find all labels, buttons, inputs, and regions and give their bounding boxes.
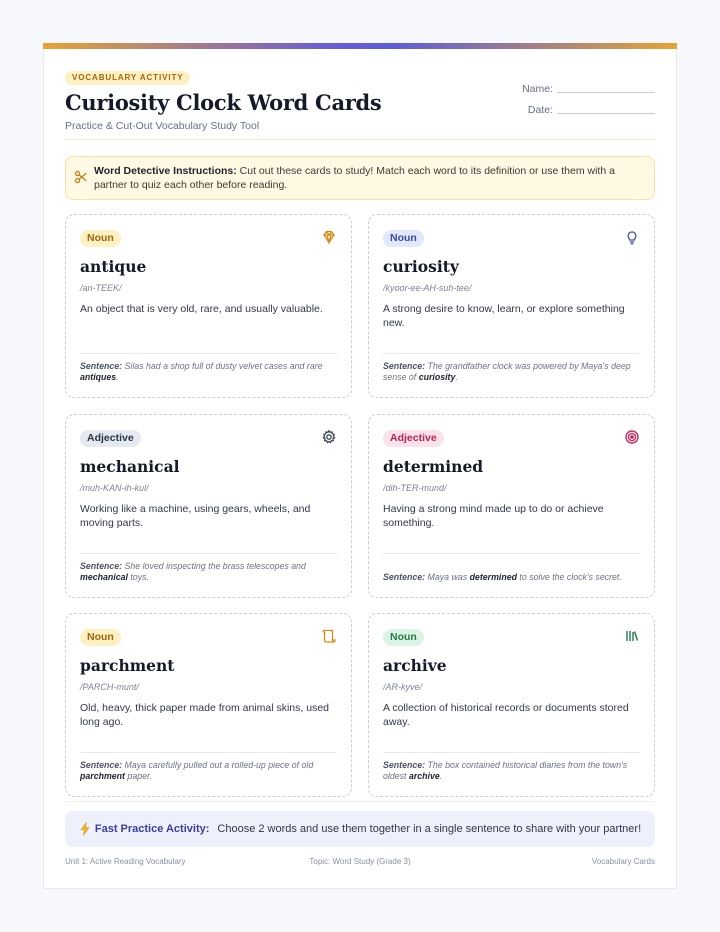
name-line[interactable] (557, 92, 655, 93)
name-label: Name: (522, 83, 553, 95)
vocab-word: mechanical (80, 457, 180, 476)
sentence-divider (383, 553, 640, 554)
target-icon (624, 429, 640, 445)
definition: Old, heavy, thick paper made from animal skins, used long ago. (80, 702, 330, 728)
lightbulb-icon (624, 229, 640, 245)
example-sentence (383, 760, 640, 782)
sentence-word: antiques (80, 372, 117, 382)
pronunciation: /kyoor-ee-AH-suh-tee/ (383, 283, 472, 293)
part-of-speech-badge: Adjective (80, 430, 141, 447)
sentence-before: The box contained historical diaries from the town's oldest (383, 760, 628, 781)
date-label: Date: (527, 104, 553, 116)
sentence-word: determined (469, 572, 517, 582)
word-card-curiosity (368, 214, 655, 398)
library-icon (624, 628, 640, 644)
instructions-label: Word Detective Instructions: (94, 165, 237, 177)
pronunciation: /an-TEEK/ (80, 283, 122, 293)
gem-icon (321, 229, 337, 245)
sentence-label: Sentence: (80, 561, 123, 571)
date-line[interactable] (557, 113, 655, 114)
word-card-determined (368, 414, 655, 598)
vocab-word: archive (383, 656, 447, 675)
footer-topic: Topic: Word Study (Grade 3) (309, 857, 411, 866)
word-card-parchment (65, 613, 352, 797)
sentence-before: She loved inspecting the brass telescopes and (124, 561, 306, 571)
definition: Having a strong mind made up to do or achieve something. (383, 503, 604, 529)
definition: Working like a machine, using gears, wheels, and moving parts. (80, 503, 311, 529)
sentence-divider (80, 553, 337, 554)
vocab-word: parchment (80, 656, 175, 675)
sentence-word: archive (408, 771, 440, 781)
sentence-label: Sentence: (383, 760, 426, 770)
word-card-mechanical (65, 414, 352, 598)
sentence-divider (80, 752, 337, 753)
sentence-after: paper. (124, 771, 153, 781)
example-sentence (80, 361, 337, 383)
scroll-icon (321, 628, 337, 644)
word-card-archive (368, 613, 655, 797)
sentence-after: . (455, 372, 458, 382)
worksheet-page (43, 43, 677, 889)
gear-icon (321, 429, 337, 445)
definition: A collection of historical records or documents stored away. (383, 702, 629, 728)
header-divider (65, 139, 655, 140)
sentence-label: Sentence: (383, 361, 426, 371)
vocab-word: antique (80, 257, 147, 276)
sentence-after: . (116, 372, 119, 382)
sentence-before: Maya was (427, 572, 468, 582)
part-of-speech-badge: Noun (80, 629, 121, 646)
sentence-after: toys. (127, 572, 149, 582)
sentence-before: The grandfather clock was powered by Maya's deep sense of (383, 361, 631, 382)
page-title: Curiosity Clock Word Cards (65, 90, 382, 115)
sentence-label: Sentence: (80, 760, 123, 770)
sentence-divider (80, 353, 337, 354)
sentence-before: Maya carefully pulled out a rolled-up piece of old (124, 760, 314, 770)
sentence-divider (383, 353, 640, 354)
example-sentence (80, 561, 337, 583)
pronunciation: /muh-KAN-ih-kul/ (80, 483, 149, 493)
lightning-icon (79, 822, 91, 836)
pronunciation: /dih-TER-mund/ (383, 483, 447, 493)
example-sentence (383, 361, 640, 383)
top-accent-bar (43, 43, 677, 49)
part-of-speech-badge: Noun (80, 230, 121, 247)
scissors-icon (74, 170, 88, 184)
example-sentence (383, 572, 640, 583)
pronunciation: /PARCH-munt/ (80, 682, 139, 692)
activity-text: Choose 2 words and use them together in a single sentence to share with your partner! (217, 823, 642, 835)
part-of-speech-badge: Adjective (383, 430, 444, 447)
sentence-before: Silas had a shop full of dusty velvet cases and rare (124, 361, 323, 371)
sentence-after: to solve the clock's secret. (516, 572, 622, 582)
example-sentence (80, 760, 337, 782)
sentence-label: Sentence: (80, 361, 123, 371)
instructions-text: Cut out these cards to study! Match each word to its definition or use them with a partner to quiz each other before reading. (94, 165, 615, 191)
footer-label: Vocabulary Cards (591, 857, 655, 866)
word-card-antique (65, 214, 352, 398)
sentence-after: . (439, 771, 443, 781)
part-of-speech-badge: Noun (383, 230, 424, 247)
activity-badge: VOCABULARY ACTIVITY (65, 71, 190, 85)
vocab-word: determined (383, 457, 484, 476)
pronunciation: /AR-kyve/ (383, 682, 423, 692)
vocab-word: curiosity (383, 257, 459, 276)
footer-unit: Unit 1: Active Reading Vocabulary (65, 857, 186, 866)
name-field[interactable] (522, 83, 655, 95)
practice-activity-box (65, 811, 655, 847)
sentence-label: Sentence: (383, 572, 426, 582)
page-subtitle: Practice & Cut-Out Vocabulary Study Tool (65, 120, 260, 132)
definition: An object that is very old, rare, and usually valuable. (80, 303, 323, 315)
date-field[interactable] (528, 104, 655, 116)
cards-bottom-divider (65, 801, 655, 802)
sentence-divider (383, 752, 640, 753)
part-of-speech-badge: Noun (383, 629, 424, 646)
activity-label: Fast Practice Activity: (94, 823, 210, 835)
sentence-word: parchment (80, 771, 125, 781)
definition: A strong desire to know, learn, or explore something new. (383, 303, 625, 329)
instructions-box (65, 156, 655, 200)
sentence-word: curiosity (418, 372, 456, 382)
sentence-word: mechanical (80, 572, 128, 582)
